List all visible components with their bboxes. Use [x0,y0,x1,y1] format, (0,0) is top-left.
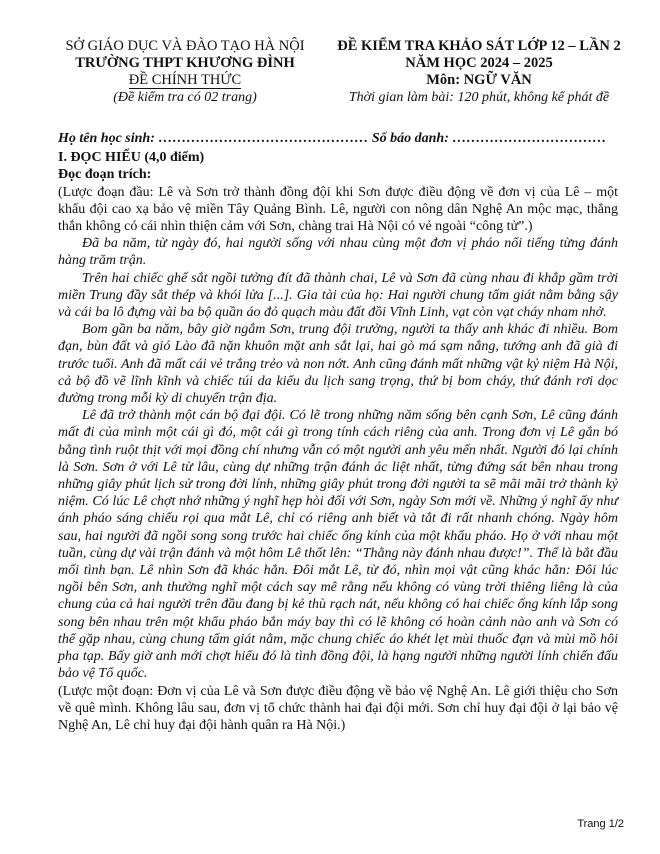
page-number: Trang 1/2 [577,818,624,830]
exam-title: ĐỀ KIỂM TRA KHẢO SÁT LỚP 12 – LẦN 2 [337,38,621,54]
department-name: SỞ GIÁO DỤC VÀ ĐÀO TẠO HÀ NỘI [65,38,305,54]
excerpt-paragraph: Đã ba năm, từ ngày đó, hai người sống với nhau cùng một đơn vị pháo nổi tiếng từng đánh hàng trăm trận. [58,236,618,269]
header-right [334,38,624,106]
school-year: NĂM HỌC 2024 – 2025 [405,55,553,71]
header-left [44,38,326,106]
exam-body [58,130,618,734]
excerpt-paragraph: Bom gần ba năm, bây giờ ngắm Sơn, trung đội trưởng, người ta thấy anh khác đi nhiều. Bom đạn, bùn đất và gió Lào đã nặn khuôn mặt anh sắt lại, hai gò má sạm nắng, tướng anh đã già đi trước tuổi. Anh đã mất cái vẻ trắng trẻo và non nớt. Anh cũng đánh mất những vật kỷ niệm Hà Nội, cả bộ đồ vẽ lĩnh kĩnh và chiếc túi da kiểu du lịch sang trọng, thứ bị bom cháy, thứ đánh rơi dọc đường trong mỗi kỳ di chuyển trận địa. [58,322,618,407]
pages-note: (Đề kiểm tra có 02 trang) [113,90,257,105]
official-label: ĐỀ CHÍNH THỨC [128,72,242,88]
excerpt-label: Đọc đoạn trích: [58,167,152,183]
excerpt-paragraph: Trên hai chiếc ghế sắt ngồi tưởng đít đã thành chai, Lê và Sơn đã cùng nhau đi khắp gầm trời miền Trung đầy sắt thép và khói lửa [...]. Gia tài của họ: Hai người chung tấm giát nằm bằng sậy và cái ba lô đựng vài ba bộ quần áo đỏ quạch màu đất đồi Vĩnh Linh, vạt còn vạt cháy nham nhở. [58,270,618,321]
outro-paragraph: (Lược một đoạn: Đơn vị của Lê và Sơn được điều động về bảo vệ Nghệ An. Lê giới thiệu cho Sơn về quê mình. Không lâu sau, đơn vị tổ chức thành hai đại đội mới. Sơn chỉ huy đại đội ở lại bảo vệ Nghệ An, Lê chỉ huy đại đội hành quân ra Hà Nội.) [58,683,618,733]
excerpt-paragraph: Lê đã trở thành một cán bộ đại đội. Có lẽ trong những năm sống bên cạnh Sơn, Lê cũng đánh mất đi của mình một cái gì đó, một cái gì trong tính cách riêng của anh. Trong đơn vị Lê gắn bó bằng tình ruột thịt với mọi đồng chí nhưng vẫn có một người anh yêu mến nhất. Người đó lại chính là Sơn. Sơn ở với Lê từ lâu, cùng dự những trận đánh ác liệt nhất, từng đứng sát bên nhau trong những giây phút lịch sử trong đời lính, những giây phút trong đời người ta sẽ mãi mãi trở thành kỷ niệm. Có lúc Lê chợt nhớ những ý nghĩ hẹp hòi đối với Sơn, ngày Sơn mới về. Những ý nghĩ ấy như ánh pháo sáng chiếu rọi qua mắt Lê, chỉ có riêng anh biết và tắt đi rất nhanh chóng. Ngày hôm sau, hai người đã ngồi song song trước hai chiếc ống kính của một khẩu pháo. Họ ở với nhau một tuần, cùng dự vài trận đánh và một hôm Lê thốt lên: “Thằng này đánh nhau được!”. Thế là bắt đầu mối tình bạn. Lê nhìn Sơn đã khác hẳn. Đôi mắt Lê, từ đó, nhìn mọi vật cũng khác hẳn: Đôi lúc ngồi bên Sơn, anh thường nghĩ một cách say mê rằng nếu không có vùng trời thiêng liêng là của chung của cả hai người trên đầu đang bị kẻ thù rạch nát, nếu không có hai chiếc ống kính lắp song song bên nhau trên một khẩu pháo bắn máy bay thì có lẽ không có hoàn cảnh nào anh và Sơn có thể gặp nhau, cùng chung tấm giát nằm, mặc chung chiếc áo khét lẹt mùi thuốc đạn và mùi mồ hôi pha tạp. Bấy giờ anh mới chợt hiểu đó là tình đồng đội, là hạng người những người lính chiến đấu bảo vệ Tổ quốc. [58,408,618,682]
subject: Môn: NGỮ VĂN [426,72,532,88]
school-name: TRƯỜNG THPT KHƯƠNG ĐÌNH [75,55,295,71]
section-title: I. ĐỌC HIỂU (4,0 điểm) [58,150,205,166]
duration: Thời gian làm bài: 120 phút, không kể phát đề [348,90,610,105]
intro-paragraph: (Lược đoạn đầu: Lê và Sơn trở thành đồng đội khi Sơn được điều động về đơn vị của Lê – một khẩu đội cao xạ bảo vệ miền Tây Quảng Bình. Lê, người con nông dân Nghệ An mộc mạc, thẳng thắn không có cái nhìn thiện cảm với Sơn, chàng trai Hà Nội có vẻ ngoài “công tử”.) [58,184,618,235]
student-info-line: Họ tên học sinh: ……………………………………… Số báo danh: …………………………… [58,131,607,146]
